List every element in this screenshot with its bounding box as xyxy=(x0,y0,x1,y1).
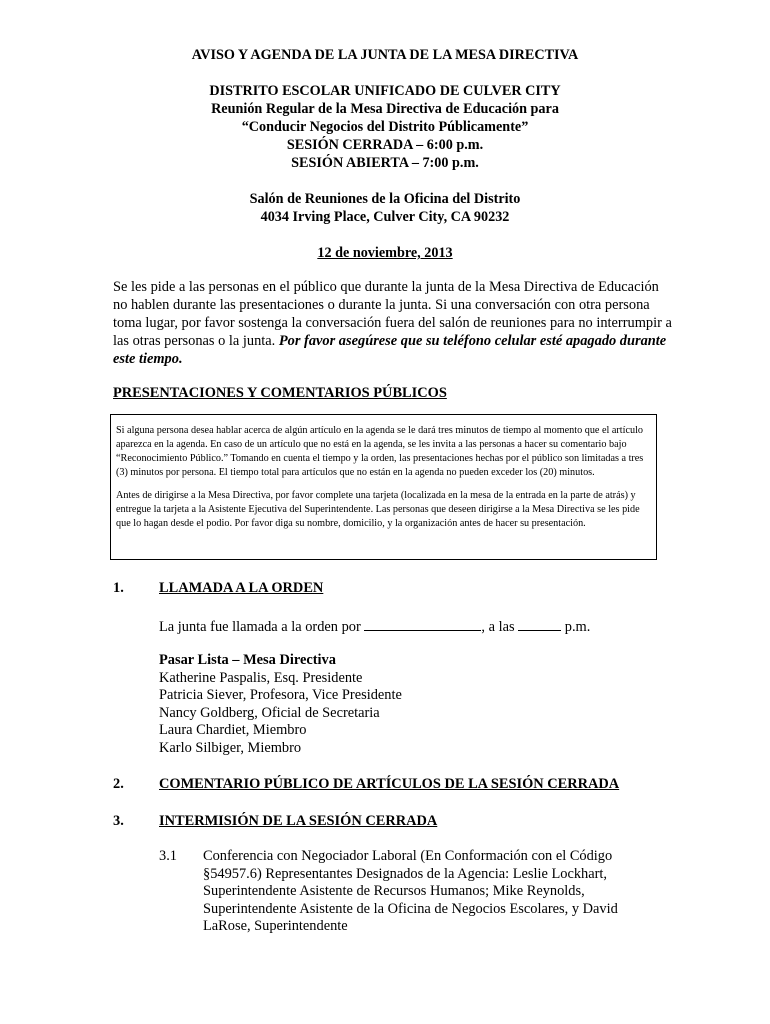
open-session-time: SESIÓN ABIERTA – 7:00 p.m. xyxy=(291,155,479,171)
board-member: Karlo Silbiger, Miembro xyxy=(159,739,302,756)
item-3-1-text: Conferencia con Negociador Laboral (En Conformación con el Código §54957.6) Representantes Designados de la Agencia: Leslie Lockhart, Superintendente Asistente de Recursos Humanos; Mike Reynolds, Superintendente Asistente de la Oficina de Negocios Escolares, y David LaRose, Superintendente xyxy=(203,848,618,935)
meeting-type-line1: Reunión Regular de la Mesa Directiva de Educación para xyxy=(211,101,559,117)
document-title: AVISO Y AGENDA DE LA JUNTA DE LA MESA DIRECTIVA xyxy=(191,47,579,63)
roll-call-heading: Pasar Lista – Mesa Directiva xyxy=(159,652,336,668)
call-to-order-line xyxy=(159,618,590,637)
meeting-type-line2: “Conducir Negocios del Distrito Públicamente” xyxy=(241,119,529,135)
item-3-title: INTERMISIÓN DE LA SESIÓN CERRADA xyxy=(159,813,438,829)
location-address: 4034 Irving Place, Culver City, CA 90232 xyxy=(260,209,510,225)
call-text-b: , a las xyxy=(481,619,519,635)
time-blank xyxy=(518,618,561,631)
board-member: Nancy Goldberg, Oficial de Secretaria xyxy=(159,704,380,721)
rules-paragraph-2: Antes de dirigirse a la Mesa Directiva, por favor complete una tarjeta (localizada en la mesa de la entrada en la parte de atrás) y entregue la tarjeta a la Asistente Ejecutiva del Superintendente. Las personas que deseen dirigirse a la Mesa Directiva se les pide que lo hagan desde el podio. Por favor diga su nombre, domicilio, y la organización antes de hacer su presentación. xyxy=(116,490,640,529)
meeting-location xyxy=(0,190,770,226)
closed-session-time: SESIÓN CERRADA – 6:00 p.m. xyxy=(286,137,484,153)
item-1-title: LLAMADA A LA ORDEN xyxy=(159,580,324,596)
item-2-title: COMENTARIO PÚBLICO DE ARTÍCULOS DE LA SESIÓN CERRADA xyxy=(159,776,620,792)
item-3-1-number: 3.1 xyxy=(159,848,177,864)
meeting-date-text: 12 de noviembre, 2013 xyxy=(317,245,453,261)
item-1-number: 1. xyxy=(113,580,124,596)
intro-text: Se les pide a las personas en el público que durante la junta de la Mesa Directiva de Educación no hablen durante las presentaciones o durante la junta. Si una conversación con otra persona toma lugar, por favor sostenga la conversación fuera del salón de reuniones para no interrumpir a las otras personas o la junta. xyxy=(113,279,672,349)
roll-call xyxy=(159,652,402,758)
rules-paragraph-1: Si alguna persona desea hablar acerca de algún artículo en la agenda se le dará tres minutos de tiempo al momento que el artículo aparezca en la agenda. En caso de un artículo que no está en la agenda, se les invita a las personas a hacer su comentario bajo “Reconocimiento Público.” Tomando en cuenta el tiempo y la orden, las presentaciones hechas por el público son limitadas a tres (3) minutos por persona. El tiempo total para artículos que no están en la agenda no pueden exceder los (20) minutos. xyxy=(116,425,644,478)
intro-emphasis: Por favor asegúrese que su teléfono celular esté apagado durante este tiempo. xyxy=(113,333,667,367)
board-member: Laura Chardiet, Miembro xyxy=(159,722,307,739)
public-comment-heading: PRESENTACIONES Y COMENTARIOS PÚBLICOS xyxy=(113,385,447,401)
board-member: Patricia Siever, Profesora, Vice Presidente xyxy=(159,687,402,704)
meeting-date xyxy=(0,244,770,262)
district-name: DISTRITO ESCOLAR UNIFICADO DE CULVER CITY xyxy=(209,83,561,99)
public-comment-rules-box xyxy=(110,414,657,560)
item-2-number: 2. xyxy=(113,776,124,792)
location-room: Salón de Reuniones de la Oficina del Distrito xyxy=(249,191,521,207)
board-member: Katherine Paspalis, Esq. Presidente xyxy=(159,669,363,686)
intro-paragraph xyxy=(113,278,673,368)
presider-blank xyxy=(364,618,481,631)
call-text-c: p.m. xyxy=(561,619,591,635)
call-text-a: La junta fue llamada a la orden por xyxy=(159,619,365,635)
item-3-number: 3. xyxy=(113,813,124,829)
meeting-header xyxy=(0,82,770,172)
